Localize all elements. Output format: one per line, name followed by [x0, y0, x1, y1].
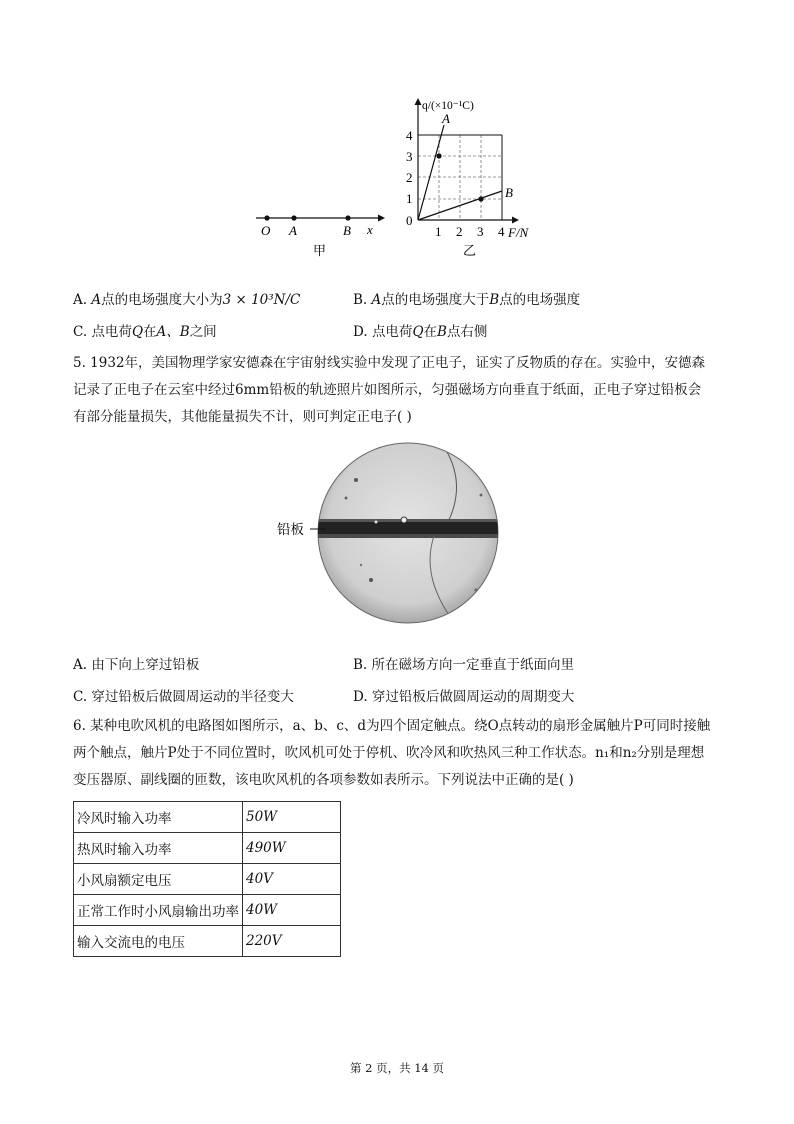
table-cell-value: 220V: [243, 926, 341, 957]
q4-option-b: B. A点的电场强度大于B点的电场强度: [353, 292, 581, 308]
line-b-label: B: [505, 185, 513, 200]
q5-option-d: D. 穿过铅板后做圆周运动的周期变大: [353, 689, 575, 705]
figure-yi-caption: 乙: [463, 244, 477, 259]
table-cell-label: 热风时输入功率: [74, 833, 243, 864]
y-axis-label: q/(×10⁻¹C): [422, 100, 474, 112]
point-a-label: A: [289, 223, 297, 238]
point-o-label: O: [261, 223, 271, 238]
y-tick-2: 2: [406, 170, 413, 185]
figure-jia-caption: 甲: [313, 244, 327, 259]
point-b-label: B: [343, 223, 351, 238]
table-cell-value: 490W: [243, 833, 341, 864]
x-tick-4: 4: [498, 224, 505, 239]
lead-plate-label: 铅板: [277, 522, 304, 538]
figure-jia: [250, 200, 390, 260]
q4-option-d: D. 点电荷Q在B点右侧: [353, 324, 488, 340]
table-cell-value: 50W: [243, 802, 341, 833]
table-row: [74, 864, 341, 895]
table-row: [74, 926, 341, 957]
table-cell-label: 小风扇额定电压: [74, 864, 243, 895]
y-tick-1: 1: [406, 191, 413, 206]
table-cell-value: 40W: [243, 895, 341, 926]
table-cell-value: 40V: [243, 864, 341, 895]
axis-x-label: x: [367, 222, 373, 237]
cloud-chamber-photo: [276, 440, 516, 625]
q5-option-a: A. 由下向上穿过铅板: [73, 657, 200, 673]
y-tick-4: 4: [406, 128, 413, 143]
q5-stem: 5. 1932年，美国物理学家安德森在宇宙射线实验中发现了正电子，证实了反物质的存在。实验中，安德森 记录了正电子在云室中经过6mm铅板的轨迹照片如图所示，匀强磁场方向垂直于纸面，正电子穿过铅板会 有部分能量损失，其他能量损失不计，则可判定正电子( ): [73, 355, 706, 425]
parameter-table: [73, 801, 341, 957]
table-cell-label: 正常工作时小风扇输出功率: [74, 895, 243, 926]
q4-option-a-formula: 3 × 10³N/C: [222, 292, 301, 308]
q4-option-c: C. 点电荷Q在A、B之间: [73, 324, 217, 340]
table-row: [74, 833, 341, 864]
q4-option-a: A. A点的电场强度大小为3 × 10³N/C: [73, 292, 301, 308]
q5-option-c: C. 穿过铅板后做圆周运动的半径变大: [73, 689, 294, 705]
table-row: [74, 802, 341, 833]
y-tick-3: 3: [406, 149, 413, 164]
line-a: [418, 125, 444, 220]
x-tick-3: 3: [477, 224, 484, 239]
x-tick-1: 1: [435, 224, 442, 239]
figure-yi: [395, 92, 545, 262]
x-axis-label: F/N: [508, 225, 529, 240]
table-cell-label: 冷风时输入功率: [74, 802, 243, 833]
x-tick-2: 2: [456, 224, 463, 239]
page-footer: 第 2 页，共 14 页: [349, 1061, 445, 1075]
q6-stem: 6. 某种电吹风机的电路图如图所示，a、b、c、d为四个固定触点。绕O点转动的扇形金属触片P可同时接触 两个触点，触片P处于不同位置时，吹风机可处于停机、吹冷风和吹热风三种工作状态。n₁和n₂分别是理想 变压器原、副线圈的匝数，该电吹风机的各项参数如表所示。下列说法中正确的是( ): [73, 718, 711, 788]
y-tick-0: 0: [406, 213, 413, 228]
table-row: [74, 895, 341, 926]
line-a-label: A: [442, 111, 450, 126]
table-cell-label: 输入交流电的电压: [74, 926, 243, 957]
q5-option-b: B. 所在磁场方向一定垂直于纸面向里: [353, 657, 575, 673]
